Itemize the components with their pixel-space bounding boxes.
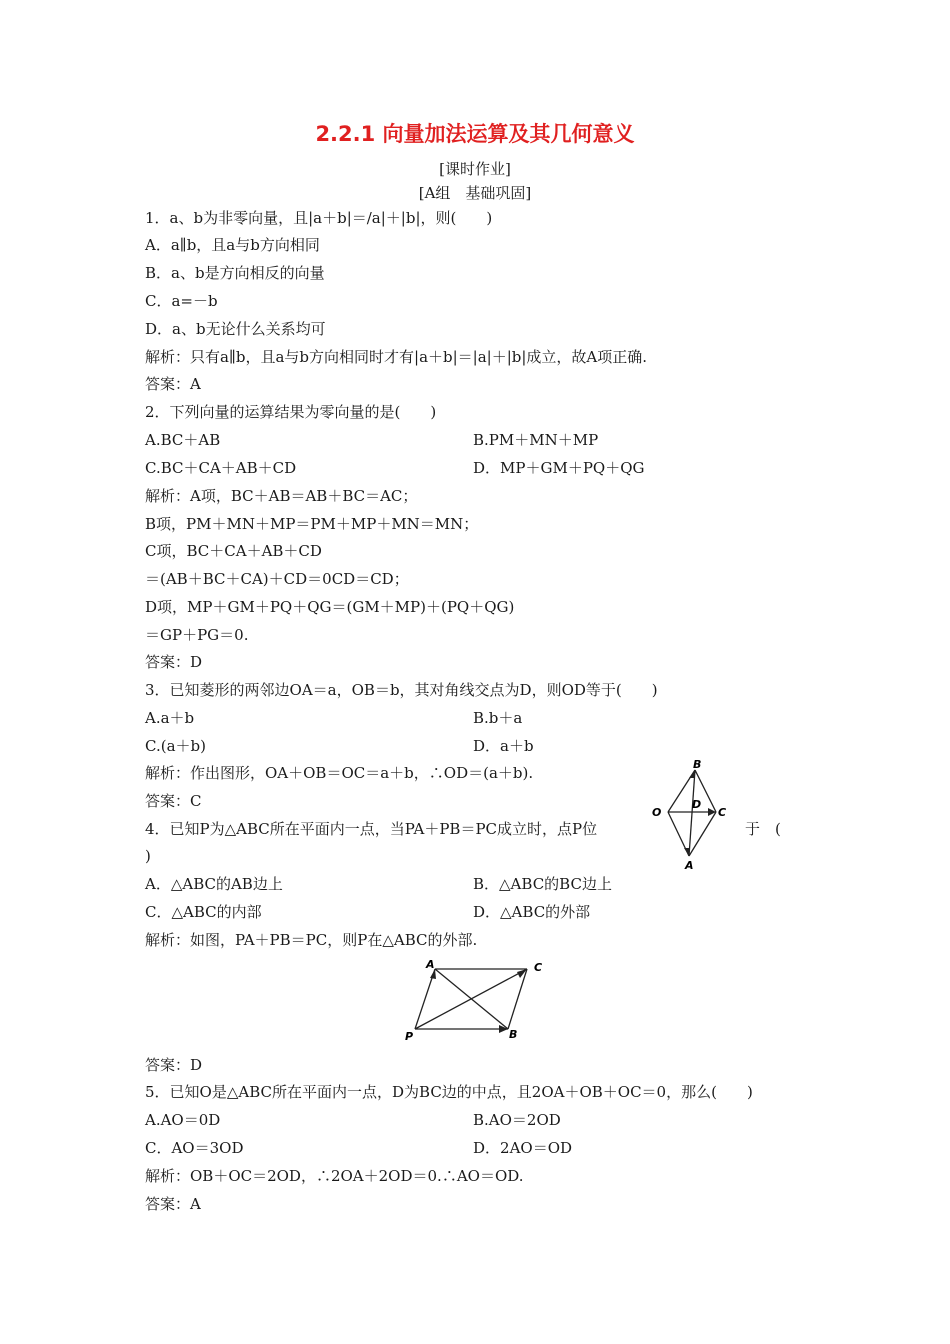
q2-option-a: A.BC＋AB xyxy=(145,431,221,449)
q3-answer: 答案：C xyxy=(145,792,202,810)
label-a: A xyxy=(426,958,435,971)
q1-stem: 1．a、b为非零向量，且|a＋b|＝/a|＋|b|，则( ) xyxy=(145,209,493,227)
rhombus-edge-ca xyxy=(689,812,716,856)
q2-analysis-6: ＝GP＋PG＝0. xyxy=(145,626,249,644)
q3-option-b: B.b＋a xyxy=(473,709,523,727)
q4-stem-end: ) xyxy=(145,847,151,865)
q1-option-b: B．a、b是方向相反的向量 xyxy=(145,264,325,282)
q4-option-a: A．△ABC的AB边上 xyxy=(145,875,283,893)
q5-option-c: C．AO＝3OD xyxy=(145,1139,244,1157)
q4-stem: 4．已知P为△ABC所在平面内一点，当PA＋PB＝PC成立时，点P位 xyxy=(145,820,598,838)
q4-option-c: C．△ABC的内部 xyxy=(145,903,262,921)
q2-analysis-4: ＝(AB＋BC＋CA)＋CD＝0CD＝CD； xyxy=(145,570,409,588)
q1-option-d: D．a、b无论什么关系均可 xyxy=(145,320,326,338)
label-p: P xyxy=(405,1030,414,1043)
q2-option-d: D．MP＋GM＋PQ＋QG xyxy=(473,459,645,477)
q2-analysis-5: D项，MP＋GM＋PQ＋QG＝(GM＋MP)＋(PQ＋QG) xyxy=(145,598,515,616)
q5-option-b: B.AO＝2OD xyxy=(473,1111,561,1129)
q1-answer: 答案：A xyxy=(145,375,201,393)
q5-analysis: 解析：OB＋OC＝2OD，∴2OA＋2OD＝0.∴AO＝OD. xyxy=(145,1167,524,1185)
label-d: D xyxy=(692,798,702,811)
arrowhead-a xyxy=(684,848,690,856)
q2-analysis-2: B项，PM＋MN＋MP＝PM＋MP＋MN＝MN； xyxy=(145,515,479,533)
q5-stem: 5．已知O是△ABC所在平面内一点，D为BC边的中点，且2OA＋OB＋OC＝0，那么( ) xyxy=(145,1083,753,1101)
diagonal-ab xyxy=(435,969,508,1029)
parallelogram-figure xyxy=(398,954,558,1044)
label-b: B xyxy=(509,1028,518,1041)
q2-option-b: B.PM＋MN＋MP xyxy=(473,431,599,449)
q4-answer: 答案：D xyxy=(145,1056,203,1074)
label-c: C xyxy=(534,961,543,974)
label-b: B xyxy=(693,758,702,771)
label-a: A xyxy=(685,859,694,872)
q2-answer: 答案：D xyxy=(145,653,203,671)
q5-answer: 答案：A xyxy=(145,1195,201,1213)
q1-option-a: A．a∥b，且a与b方向相同 xyxy=(145,236,320,254)
group-label: [A组 基础巩固] xyxy=(418,184,532,202)
homework-label: [课时作业] xyxy=(439,160,511,178)
page-title: 2.2.1 向量加法运算及其几何意义 xyxy=(315,122,635,146)
label-c: C xyxy=(718,806,727,819)
q4-analysis: 解析：如图，PA＋PB＝PC，则P在△ABC的外部. xyxy=(145,931,478,949)
q4-option-b: B．△ABC的BC边上 xyxy=(473,875,612,893)
label-o: O xyxy=(652,806,662,819)
q4-option-d: D．△ABC的外部 xyxy=(473,903,591,921)
diagonal-ab xyxy=(689,770,695,856)
q3-stem: 3．已知菱形的两邻边OA＝a，OB＝b，其对角线交点为D，则OD等于( ) xyxy=(145,681,658,699)
q3-analysis: 解析：作出图形，OA＋OB＝OC＝a＋b，∴OD＝(a＋b). xyxy=(145,764,534,782)
arrowhead-b xyxy=(499,1025,508,1033)
q1-option-c: C．a=－b xyxy=(145,292,218,310)
rhombus-figure xyxy=(648,758,738,874)
q5-option-a: A.AO＝0D xyxy=(145,1111,221,1129)
q3-option-a: A.a＋b xyxy=(145,709,195,727)
q5-option-d: D．2AO＝OD xyxy=(473,1139,573,1157)
q1-analysis: 解析：只有a∥b，且a与b方向相同时才有|a＋b|＝|a|＋|b|成立，故A项正确. xyxy=(145,348,648,366)
q3-option-c: C.(a＋b) xyxy=(145,737,206,755)
q2-option-c: C.BC＋CA＋AB＋CD xyxy=(145,459,297,477)
q2-analysis-3: C项，BC＋CA＋AB＋CD xyxy=(145,542,322,560)
q3-option-d: D．a＋b xyxy=(473,737,534,755)
q2-analysis-1: 解析：A项，BC＋AB＝AB＋BC＝AC； xyxy=(145,487,418,505)
q4-stem-cont: 于 ( xyxy=(745,820,781,838)
q2-stem: 2．下列向量的运算结果为零向量的是( ) xyxy=(145,403,437,421)
